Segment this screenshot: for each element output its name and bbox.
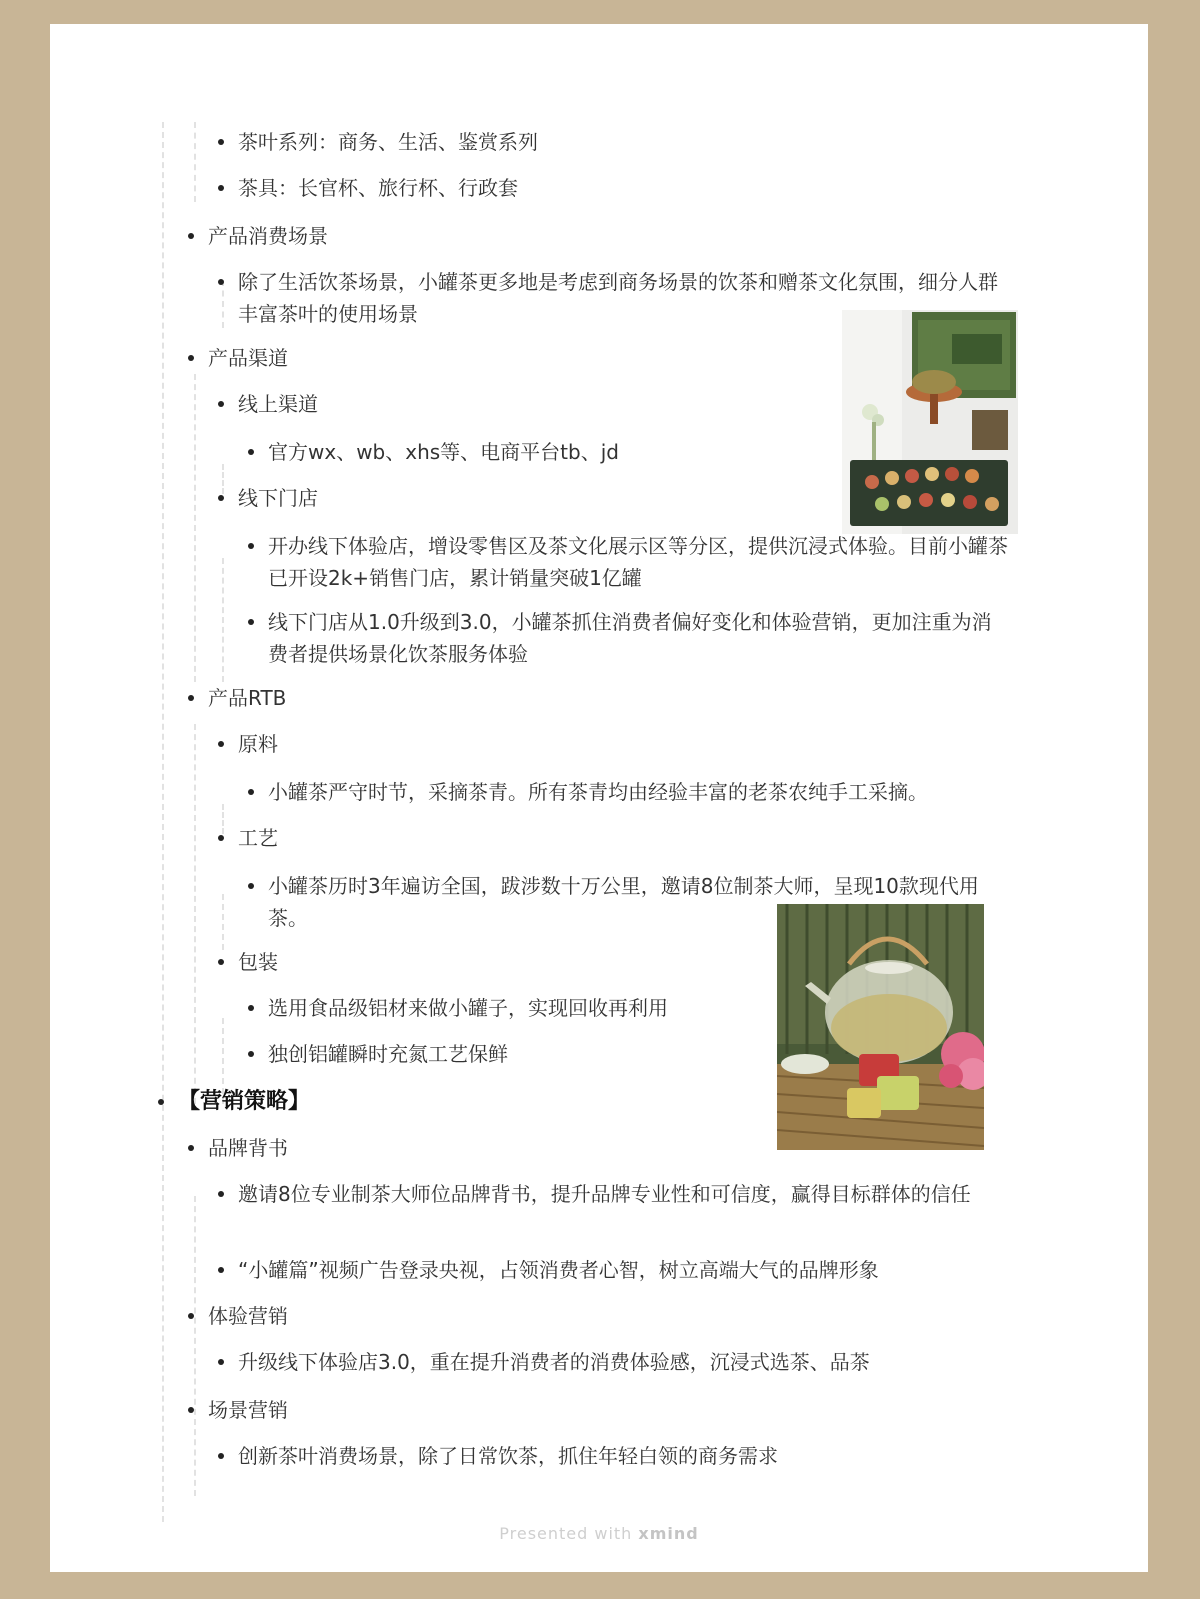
guide-line: [162, 122, 164, 1522]
guide-line: [222, 558, 224, 682]
bullet-icon: [248, 619, 254, 625]
list-item-text: 产品RTB: [208, 686, 287, 710]
list-item-text: 包装: [238, 950, 278, 974]
bullet-icon: [248, 1005, 254, 1011]
guide-line: [222, 464, 224, 494]
bullet-icon: [188, 1145, 194, 1151]
list-item-text: 除了生活饮茶场景，小罐茶更多地是考虑到商务场景的饮茶和赠茶文化氛围，细分人群丰富茶叶的使用场景: [238, 270, 998, 326]
bullet-icon: [188, 233, 194, 239]
list-item-text: 线下门店从1.0升级到3.0，小罐茶抓住消费者偏好变化和体验营销，更加注重为消费者提供场景化饮茶服务体验: [268, 610, 992, 666]
guide-line: [194, 122, 196, 202]
glass-teapot-illustration: [777, 904, 984, 1150]
list-item-text: 升级线下体验店3.0，重在提升消费者的消费体验感，沉浸式选茶、品茶: [238, 1350, 870, 1374]
bullet-icon: [218, 1191, 224, 1197]
list-item-text: 原料: [238, 732, 278, 756]
list-item: [248, 530, 1008, 594]
bullet-icon: [188, 695, 194, 701]
list-item-text: 场景营销: [208, 1398, 288, 1422]
list-item-text: 官方wx、wb、xhs等、电商平台tb、jd: [268, 440, 619, 464]
guide-line: [194, 724, 196, 1104]
guide-line: [194, 374, 196, 682]
list-item-text: 小罐茶历时3年遍访全国，跋涉数十万公里，邀请8位制茶大师，呈现10款现代用茶。: [268, 874, 979, 930]
guide-line: [194, 1196, 196, 1496]
tea-gift-box-photo: [842, 310, 1018, 534]
bullet-icon: [188, 1407, 194, 1413]
bullet-icon: [158, 1099, 164, 1105]
list-item-text: 选用食品级铝材来做小罐子，实现回收再利用: [268, 996, 668, 1020]
list-item-text: 产品渠道: [208, 346, 288, 370]
list-item-text: 体验营销: [208, 1304, 288, 1328]
list-item-text: 茶具：长官杯、旅行杯、行政套: [238, 176, 518, 200]
list-item-text: 工艺: [238, 826, 278, 850]
footer-credit: [50, 1524, 1148, 1543]
footer-brand: xmind: [638, 1524, 699, 1543]
bullet-icon: [218, 1453, 224, 1459]
bullet-icon: [248, 883, 254, 889]
bullet-icon: [218, 1267, 224, 1273]
bullet-icon: [248, 789, 254, 795]
glass-teapot-photo: [777, 904, 984, 1150]
bullet-icon: [218, 401, 224, 407]
list-item: [248, 606, 1008, 670]
list-item: [218, 1178, 1008, 1242]
list-item-text: 线上渠道: [238, 392, 318, 416]
guide-line: [222, 894, 224, 950]
bullet-icon: [218, 741, 224, 747]
list-item-text: 创新茶叶消费场景，除了日常饮茶，抓住年轻白领的商务需求: [238, 1444, 778, 1468]
list-item-text: 产品消费场景: [208, 224, 328, 248]
list-item-text: 开办线下体验店，增设零售区及茶文化展示区等分区，提供沉浸式体验。目前小罐茶已开设2k+销售门店，累计销量突破1亿罐: [268, 534, 1008, 590]
mindmap-outline-page: [50, 24, 1148, 1572]
bullet-icon: [218, 139, 224, 145]
list-item-text: 品牌背书: [208, 1136, 288, 1160]
bullet-icon: [248, 543, 254, 549]
guide-line: [222, 804, 224, 834]
list-item-text: 邀请8位专业制茶大师位品牌背书，提升品牌专业性和可信度，赢得目标群体的信任: [238, 1182, 971, 1206]
bullet-icon: [248, 1051, 254, 1057]
bullet-icon: [218, 495, 224, 501]
list-item-text: 线下门店: [238, 486, 318, 510]
list-item-text: 茶叶系列：商务、生活、鉴赏系列: [238, 130, 538, 154]
list-item-text: “小罐篇”视频广告登录央视，占领消费者心智，树立高端大气的品牌形象: [238, 1258, 879, 1282]
tea-gift-box-illustration: [842, 310, 1018, 534]
list-item-text: 小罐茶严守时节，采摘茶青。所有茶青均由经验丰富的老茶农纯手工采摘。: [268, 780, 928, 804]
bullet-icon: [218, 185, 224, 191]
bullet-icon: [248, 449, 254, 455]
bullet-icon: [188, 1313, 194, 1319]
footer-prefix: Presented with: [499, 1524, 633, 1543]
bullet-icon: [218, 835, 224, 841]
bullet-icon: [218, 1359, 224, 1365]
bullet-icon: [218, 279, 224, 285]
bullet-icon: [218, 959, 224, 965]
section-heading-text: 【营销策略】: [178, 1089, 311, 1114]
bullet-icon: [188, 355, 194, 361]
list-item-text: 独创铝罐瞬时充氮工艺保鲜: [268, 1042, 508, 1066]
